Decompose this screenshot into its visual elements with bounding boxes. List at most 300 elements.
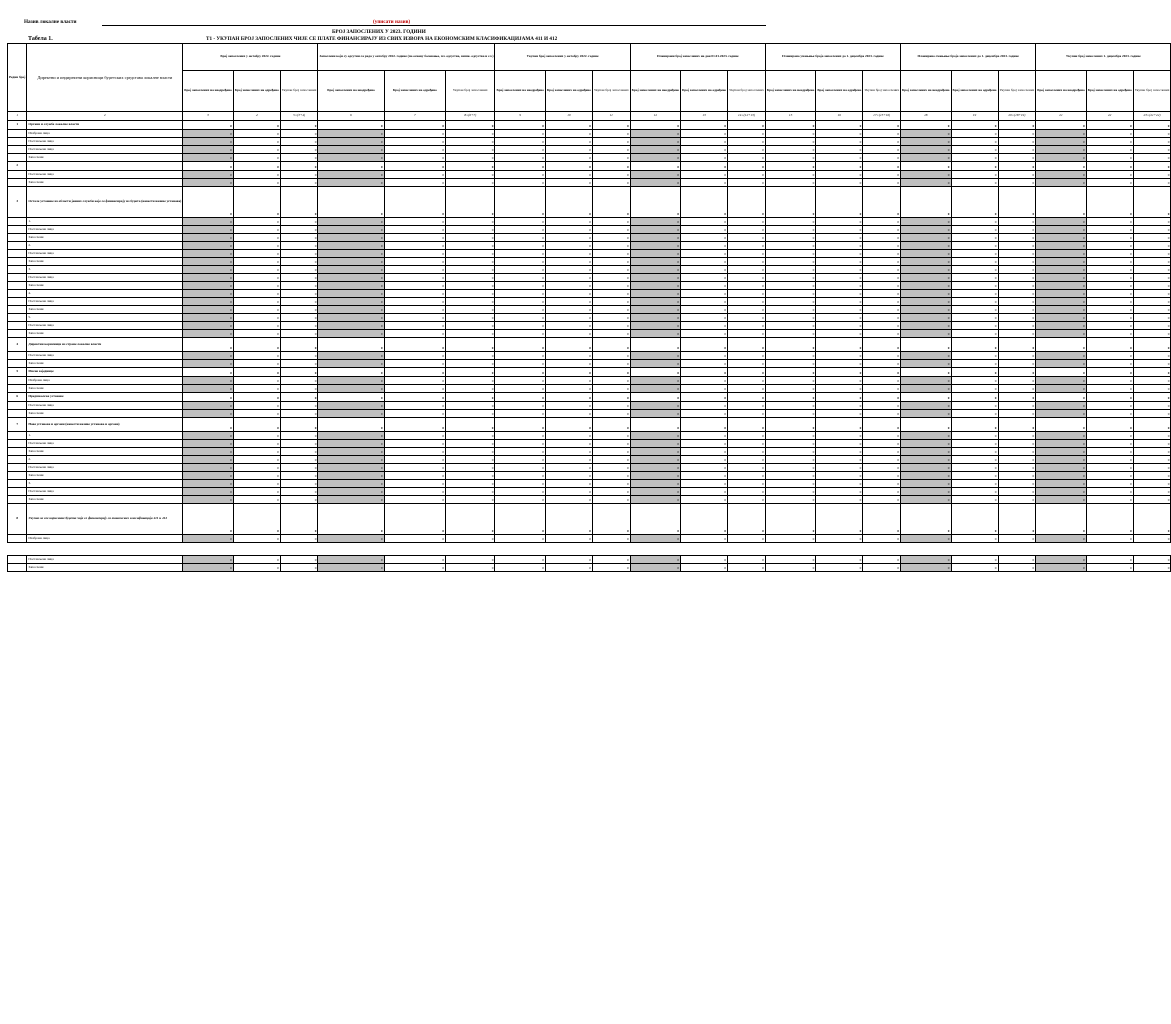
value-cell: 0 bbox=[545, 338, 592, 352]
value-cell: 0 bbox=[280, 218, 318, 226]
value-cell: 0 bbox=[765, 290, 815, 298]
value-cell: 0 bbox=[816, 290, 863, 298]
value-cell: 0 bbox=[681, 418, 728, 432]
value-cell: 0 bbox=[901, 448, 951, 456]
value-cell: 0 bbox=[765, 504, 815, 535]
value-cell: 0 bbox=[495, 504, 545, 535]
value-cell: 0 bbox=[816, 234, 863, 242]
row-number bbox=[8, 298, 27, 306]
value-cell: 0 bbox=[998, 314, 1036, 322]
row-number bbox=[8, 496, 27, 504]
value-cell: 0 bbox=[280, 234, 318, 242]
value-cell: 0 bbox=[318, 556, 384, 564]
value-cell: 0 bbox=[446, 274, 495, 282]
value-cell: 0 bbox=[863, 298, 901, 306]
value-cell: 0 bbox=[951, 138, 998, 146]
value-cell: 0 bbox=[765, 488, 815, 496]
value-cell: 0 bbox=[901, 488, 951, 496]
value-cell: 0 bbox=[1086, 402, 1133, 410]
value-cell: 0 bbox=[816, 322, 863, 330]
row-number bbox=[8, 171, 27, 179]
sub-header: Укупан број запослених bbox=[998, 71, 1036, 112]
value-cell: 0 bbox=[233, 179, 280, 187]
row-label: Предшколске установе bbox=[27, 393, 183, 402]
value-cell: 0 bbox=[998, 218, 1036, 226]
sub-header: Број запослених на одређено bbox=[951, 71, 998, 112]
value-cell: 0 bbox=[728, 162, 766, 171]
value-cell: 0 bbox=[446, 138, 495, 146]
value-cell: 0 bbox=[1133, 410, 1171, 418]
value-cell: 0 bbox=[1036, 282, 1086, 290]
value-cell: 0 bbox=[280, 432, 318, 440]
sub-header: Укупан број запослених bbox=[280, 71, 318, 112]
value-cell: 0 bbox=[863, 464, 901, 472]
sub-header: Укупан број запослених bbox=[863, 71, 901, 112]
value-cell: 0 bbox=[495, 535, 545, 543]
value-cell: 0 bbox=[592, 472, 630, 480]
value-cell: 0 bbox=[545, 393, 592, 402]
value-cell: 0 bbox=[816, 330, 863, 338]
row-number bbox=[8, 360, 27, 368]
value-cell: 0 bbox=[816, 440, 863, 448]
value-cell: 0 bbox=[545, 242, 592, 250]
value-cell: 0 bbox=[630, 146, 680, 154]
value-cell: 0 bbox=[728, 146, 766, 154]
value-cell: 0 bbox=[446, 171, 495, 179]
table-row bbox=[8, 418, 1171, 432]
value-cell: 0 bbox=[495, 432, 545, 440]
value-cell: 0 bbox=[1086, 130, 1133, 138]
index-cell: 19 bbox=[951, 112, 998, 121]
value-cell: 0 bbox=[816, 306, 863, 314]
row-label: Изабрана лица bbox=[27, 130, 183, 138]
value-cell: 0 bbox=[592, 187, 630, 218]
value-cell: 0 bbox=[495, 187, 545, 218]
value-cell: 0 bbox=[233, 130, 280, 138]
value-cell: 0 bbox=[863, 418, 901, 432]
value-cell: 0 bbox=[765, 234, 815, 242]
value-cell: 0 bbox=[592, 314, 630, 322]
value-cell: 0 bbox=[901, 242, 951, 250]
value-cell: 0 bbox=[495, 556, 545, 564]
value-cell: 0 bbox=[384, 456, 446, 464]
value-cell: 0 bbox=[446, 266, 495, 274]
value-cell bbox=[280, 543, 318, 556]
row-number bbox=[8, 385, 27, 393]
value-cell: 0 bbox=[1036, 266, 1086, 274]
value-cell: 0 bbox=[1036, 121, 1086, 130]
value-cell: 0 bbox=[998, 154, 1036, 162]
row-label: Постављена лица bbox=[27, 226, 183, 234]
value-cell: 0 bbox=[630, 464, 680, 472]
value-cell: 0 bbox=[545, 258, 592, 266]
value-cell: 0 bbox=[384, 234, 446, 242]
value-cell: 0 bbox=[728, 410, 766, 418]
value-cell: 0 bbox=[1036, 258, 1086, 266]
value-cell: 0 bbox=[318, 290, 384, 298]
row-number bbox=[8, 556, 27, 564]
table-row bbox=[8, 187, 1171, 218]
value-cell: 0 bbox=[681, 242, 728, 250]
row-label: Изабрана лица bbox=[27, 377, 183, 385]
table-row bbox=[8, 393, 1171, 402]
value-cell: 0 bbox=[280, 282, 318, 290]
value-cell: 0 bbox=[545, 218, 592, 226]
value-cell: 0 bbox=[630, 456, 680, 464]
value-cell: 0 bbox=[728, 535, 766, 543]
value-cell: 0 bbox=[1133, 464, 1171, 472]
value-cell: 0 bbox=[545, 556, 592, 564]
value-cell: 0 bbox=[384, 306, 446, 314]
table-row bbox=[8, 352, 1171, 360]
value-cell: 0 bbox=[1133, 154, 1171, 162]
value-cell: 0 bbox=[280, 535, 318, 543]
value-cell: 0 bbox=[901, 385, 951, 393]
value-cell: 0 bbox=[495, 440, 545, 448]
value-cell: 0 bbox=[233, 266, 280, 274]
value-cell: 0 bbox=[495, 258, 545, 266]
table-row bbox=[8, 556, 1171, 564]
value-cell: 0 bbox=[816, 266, 863, 274]
value-cell: 0 bbox=[495, 402, 545, 410]
value-cell: 0 bbox=[816, 179, 863, 187]
value-cell: 0 bbox=[233, 440, 280, 448]
value-cell: 0 bbox=[545, 448, 592, 456]
name-underline bbox=[102, 25, 766, 26]
value-cell: 0 bbox=[765, 154, 815, 162]
value-cell: 0 bbox=[183, 290, 233, 298]
row-number bbox=[8, 564, 27, 572]
value-cell: 0 bbox=[1086, 535, 1133, 543]
value-cell: 0 bbox=[863, 488, 901, 496]
sub-header: Број запослених на неодређено bbox=[765, 71, 815, 112]
row-label: Постављена лица bbox=[27, 352, 183, 360]
sub-header: Број запослених на одређено bbox=[233, 71, 280, 112]
value-cell: 0 bbox=[863, 274, 901, 282]
value-cell: 0 bbox=[233, 250, 280, 258]
value-cell: 0 bbox=[765, 432, 815, 440]
value-cell: 0 bbox=[446, 488, 495, 496]
value-cell: 0 bbox=[592, 385, 630, 393]
value-cell: 0 bbox=[728, 266, 766, 274]
value-cell: 0 bbox=[318, 504, 384, 535]
value-cell: 0 bbox=[728, 368, 766, 377]
value-cell: 0 bbox=[1036, 234, 1086, 242]
value-cell: 0 bbox=[1086, 314, 1133, 322]
value-cell: 0 bbox=[1133, 322, 1171, 330]
value-cell: 0 bbox=[233, 393, 280, 402]
value-cell: 0 bbox=[495, 464, 545, 472]
value-cell: 0 bbox=[384, 250, 446, 258]
row-label: Нове установе и органи (навести називе установа и органа) bbox=[27, 418, 183, 432]
value-cell: 0 bbox=[1036, 410, 1086, 418]
row-number bbox=[8, 535, 27, 543]
table-row bbox=[8, 464, 1171, 472]
value-cell: 0 bbox=[816, 258, 863, 266]
value-cell: 0 bbox=[446, 330, 495, 338]
value-cell: 0 bbox=[280, 138, 318, 146]
value-cell: 0 bbox=[1036, 171, 1086, 179]
value-cell: 0 bbox=[998, 187, 1036, 218]
value-cell: 0 bbox=[1133, 290, 1171, 298]
fill-in-note: (уписати назив) bbox=[373, 19, 411, 25]
table-row bbox=[8, 432, 1171, 440]
value-cell: 0 bbox=[1086, 242, 1133, 250]
value-cell: 0 bbox=[545, 410, 592, 418]
value-cell: 0 bbox=[233, 258, 280, 266]
row-label: Запослени bbox=[27, 496, 183, 504]
value-cell bbox=[318, 543, 384, 556]
value-cell: 0 bbox=[1086, 488, 1133, 496]
value-cell: 0 bbox=[1036, 360, 1086, 368]
value-cell: 0 bbox=[592, 179, 630, 187]
value-cell: 0 bbox=[592, 488, 630, 496]
value-cell: 0 bbox=[1133, 377, 1171, 385]
value-cell: 0 bbox=[765, 360, 815, 368]
value-cell: 0 bbox=[233, 187, 280, 218]
value-cell: 0 bbox=[384, 480, 446, 488]
value-cell: 0 bbox=[728, 290, 766, 298]
value-cell: 0 bbox=[446, 242, 495, 250]
value-cell: 0 bbox=[545, 121, 592, 130]
value-cell: 0 bbox=[318, 432, 384, 440]
row-number bbox=[8, 314, 27, 322]
value-cell: 0 bbox=[681, 556, 728, 564]
value-cell: 0 bbox=[183, 330, 233, 338]
value-cell: 0 bbox=[592, 250, 630, 258]
value-cell: 0 bbox=[951, 121, 998, 130]
value-cell: 0 bbox=[592, 226, 630, 234]
value-cell: 0 bbox=[901, 464, 951, 472]
table-row bbox=[8, 385, 1171, 393]
value-cell: 0 bbox=[816, 564, 863, 572]
value-cell: 0 bbox=[765, 472, 815, 480]
value-cell: 0 bbox=[446, 290, 495, 298]
value-cell: 0 bbox=[495, 242, 545, 250]
value-cell: 0 bbox=[863, 385, 901, 393]
value-cell: 0 bbox=[384, 360, 446, 368]
value-cell: 0 bbox=[765, 306, 815, 314]
value-cell: 0 bbox=[863, 504, 901, 535]
value-cell: 0 bbox=[495, 564, 545, 572]
value-cell: 0 bbox=[183, 218, 233, 226]
value-cell: 0 bbox=[446, 432, 495, 440]
value-cell: 0 bbox=[901, 298, 951, 306]
value-cell: 0 bbox=[1036, 496, 1086, 504]
value-cell: 0 bbox=[545, 472, 592, 480]
value-cell: 0 bbox=[951, 266, 998, 274]
value-cell: 0 bbox=[951, 314, 998, 322]
value-cell: 0 bbox=[728, 282, 766, 290]
value-cell: 0 bbox=[280, 266, 318, 274]
value-cell: 0 bbox=[901, 290, 951, 298]
value-cell: 0 bbox=[951, 171, 998, 179]
group-header-7: Укупан број запослених 1. децембра 2023. године bbox=[1036, 44, 1171, 71]
value-cell: 0 bbox=[183, 488, 233, 496]
table-row bbox=[8, 121, 1171, 130]
value-cell: 0 bbox=[446, 322, 495, 330]
value-cell: 0 bbox=[280, 360, 318, 368]
value-cell: 0 bbox=[998, 352, 1036, 360]
row-number bbox=[8, 440, 27, 448]
value-cell: 0 bbox=[681, 385, 728, 393]
value-cell: 0 bbox=[318, 154, 384, 162]
row-number bbox=[8, 543, 27, 556]
value-cell: 0 bbox=[681, 250, 728, 258]
value-cell: 0 bbox=[681, 402, 728, 410]
value-cell: 0 bbox=[545, 179, 592, 187]
value-cell: 0 bbox=[183, 171, 233, 179]
value-cell: 0 bbox=[1086, 154, 1133, 162]
value-cell: 0 bbox=[446, 535, 495, 543]
value-cell: 0 bbox=[384, 154, 446, 162]
main-title: Т1 - УКУПАН БРОЈ ЗАПОСЛЕНИХ ЧИЈЕ СЕ ПЛАТЕ ФИНАНСИРАЈУ ИЗ СВИХ ИЗВОРА НА ЕКОНОМСКИМ КЛАСИФИКАЦИЈАМА 411 И 412 bbox=[206, 36, 558, 42]
value-cell: 0 bbox=[901, 432, 951, 440]
value-cell: 0 bbox=[592, 266, 630, 274]
value-cell: 0 bbox=[951, 360, 998, 368]
value-cell: 0 bbox=[446, 250, 495, 258]
value-cell: 0 bbox=[592, 154, 630, 162]
value-cell: 0 bbox=[728, 314, 766, 322]
value-cell: 0 bbox=[318, 250, 384, 258]
value-cell: 0 bbox=[183, 250, 233, 258]
value-cell: 0 bbox=[998, 179, 1036, 187]
value-cell: 0 bbox=[765, 138, 815, 146]
value-cell: 0 bbox=[280, 146, 318, 154]
value-cell: 0 bbox=[384, 377, 446, 385]
value-cell: 0 bbox=[901, 322, 951, 330]
value-cell: 0 bbox=[728, 464, 766, 472]
value-cell: 0 bbox=[446, 393, 495, 402]
value-cell: 0 bbox=[183, 187, 233, 218]
value-cell: 0 bbox=[951, 377, 998, 385]
value-cell bbox=[1133, 543, 1171, 556]
value-cell: 0 bbox=[183, 146, 233, 154]
value-cell: 0 bbox=[318, 352, 384, 360]
row-number: 5 bbox=[8, 368, 27, 377]
value-cell: 0 bbox=[816, 274, 863, 282]
value-cell: 0 bbox=[951, 338, 998, 352]
value-cell: 0 bbox=[592, 242, 630, 250]
value-cell: 0 bbox=[384, 218, 446, 226]
row-number bbox=[8, 146, 27, 154]
value-cell: 0 bbox=[233, 385, 280, 393]
value-cell: 0 bbox=[183, 480, 233, 488]
value-cell: 0 bbox=[592, 258, 630, 266]
value-cell: 0 bbox=[1133, 234, 1171, 242]
value-cell: 0 bbox=[495, 360, 545, 368]
value-cell: 0 bbox=[592, 162, 630, 171]
value-cell: 0 bbox=[1036, 504, 1086, 535]
value-cell: 0 bbox=[1086, 282, 1133, 290]
value-cell: 0 bbox=[1036, 480, 1086, 488]
table-row bbox=[8, 314, 1171, 322]
value-cell: 0 bbox=[998, 330, 1036, 338]
table-row bbox=[8, 402, 1171, 410]
value-cell: 0 bbox=[545, 250, 592, 258]
table-row bbox=[8, 162, 1171, 171]
value-cell: 0 bbox=[1086, 338, 1133, 352]
index-cell: 21 bbox=[1036, 112, 1086, 121]
value-cell: 0 bbox=[318, 242, 384, 250]
value-cell: 0 bbox=[384, 410, 446, 418]
value-cell: 0 bbox=[1133, 496, 1171, 504]
value-cell: 0 bbox=[446, 154, 495, 162]
value-cell: 0 bbox=[728, 504, 766, 535]
value-cell: 0 bbox=[863, 226, 901, 234]
row-number: 3 bbox=[8, 187, 27, 218]
row-number bbox=[8, 242, 27, 250]
value-cell: 0 bbox=[998, 171, 1036, 179]
value-cell: 0 bbox=[592, 121, 630, 130]
value-cell: 0 bbox=[233, 218, 280, 226]
value-cell: 0 bbox=[816, 242, 863, 250]
value-cell: 0 bbox=[951, 162, 998, 171]
row-number bbox=[8, 352, 27, 360]
value-cell: 0 bbox=[280, 410, 318, 418]
value-cell: 0 bbox=[681, 535, 728, 543]
table-row bbox=[8, 368, 1171, 377]
value-cell: 0 bbox=[1133, 352, 1171, 360]
value-cell: 0 bbox=[998, 496, 1036, 504]
value-cell: 0 bbox=[233, 448, 280, 456]
value-cell: 0 bbox=[280, 306, 318, 314]
value-cell: 0 bbox=[495, 410, 545, 418]
row-label: Постављена лица bbox=[27, 146, 183, 154]
value-cell: 0 bbox=[728, 274, 766, 282]
value-cell: 0 bbox=[592, 410, 630, 418]
row-label: Запослени bbox=[27, 258, 183, 266]
table-row bbox=[8, 322, 1171, 330]
value-cell: 0 bbox=[183, 121, 233, 130]
value-cell: 0 bbox=[630, 258, 680, 266]
value-cell: 0 bbox=[765, 330, 815, 338]
value-cell: 0 bbox=[998, 480, 1036, 488]
value-cell: 0 bbox=[592, 464, 630, 472]
table-row bbox=[8, 146, 1171, 154]
value-cell: 0 bbox=[183, 130, 233, 138]
value-cell: 0 bbox=[630, 480, 680, 488]
value-cell: 0 bbox=[728, 121, 766, 130]
value-cell: 0 bbox=[681, 440, 728, 448]
row-label: Постављена лица bbox=[27, 274, 183, 282]
value-cell: 0 bbox=[1036, 464, 1086, 472]
value-cell: 0 bbox=[1086, 179, 1133, 187]
value-cell: 0 bbox=[495, 456, 545, 464]
value-cell: 0 bbox=[816, 162, 863, 171]
value-cell: 0 bbox=[681, 266, 728, 274]
employees-table bbox=[7, 43, 1171, 572]
value-cell: 0 bbox=[728, 322, 766, 330]
value-cell: 0 bbox=[998, 410, 1036, 418]
value-cell: 0 bbox=[765, 298, 815, 306]
value-cell: 0 bbox=[384, 274, 446, 282]
value-cell: 0 bbox=[233, 121, 280, 130]
value-cell: 0 bbox=[592, 480, 630, 488]
value-cell: 0 bbox=[863, 250, 901, 258]
value-cell: 0 bbox=[951, 432, 998, 440]
value-cell: 0 bbox=[1086, 266, 1133, 274]
value-cell: 0 bbox=[901, 556, 951, 564]
value-cell: 0 bbox=[816, 480, 863, 488]
value-cell: 0 bbox=[1133, 306, 1171, 314]
value-cell: 0 bbox=[183, 504, 233, 535]
value-cell: 0 bbox=[495, 130, 545, 138]
value-cell: 0 bbox=[728, 440, 766, 448]
value-cell: 0 bbox=[318, 393, 384, 402]
value-cell: 0 bbox=[1036, 242, 1086, 250]
value-cell: 0 bbox=[998, 322, 1036, 330]
